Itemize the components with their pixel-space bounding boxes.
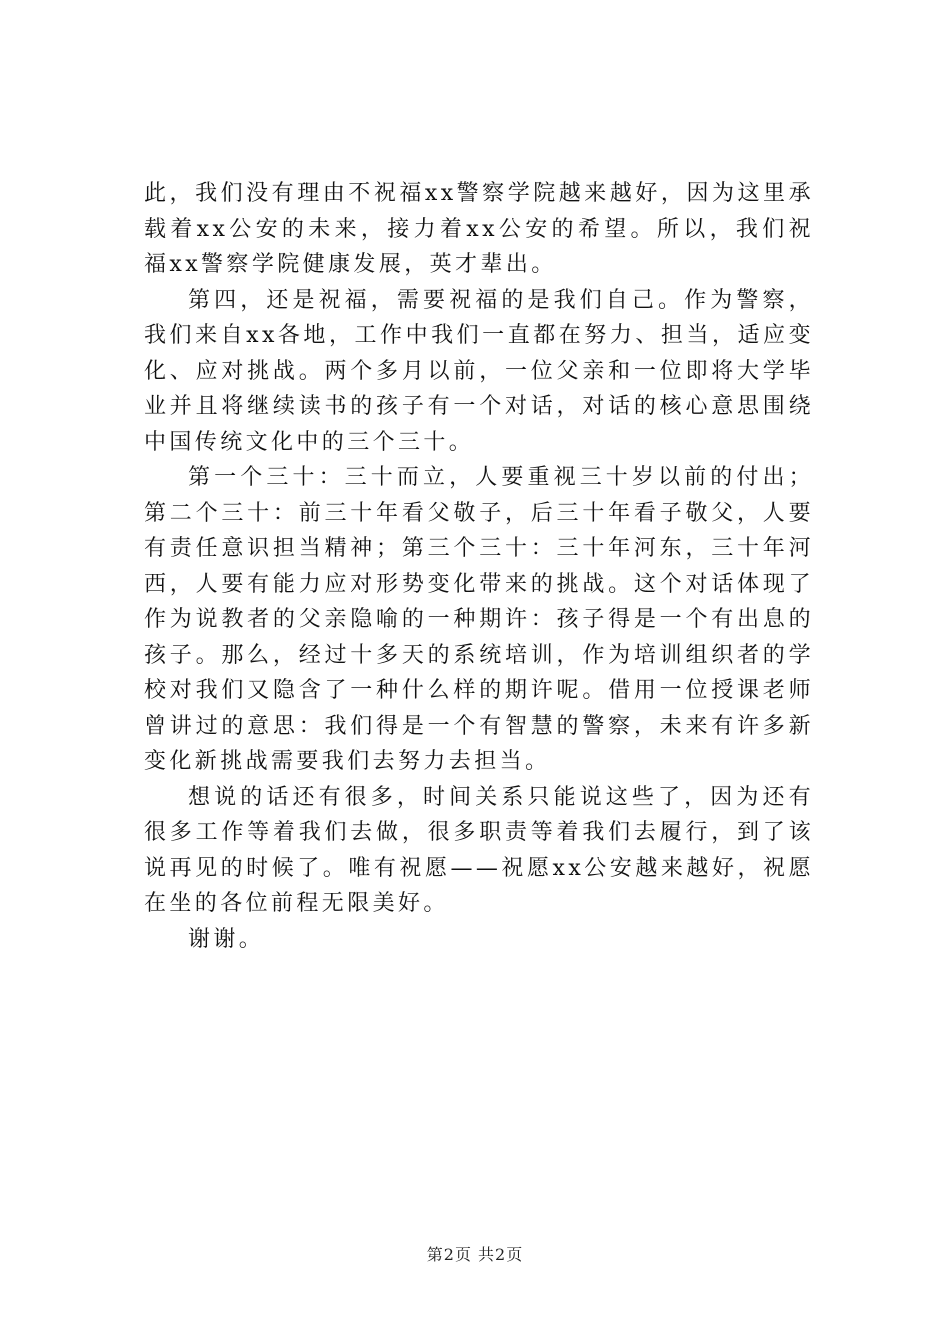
document-body <box>144 176 814 957</box>
page-footer: 第2页 共2页 <box>426 1245 524 1264</box>
paragraph-2: 第四，还是祝福，需要祝福的是我们自己。作为警察，我们来自xx各地，工作中我们一直都在努力、担当，适应变化、应对挑战。两个多月以前，一位父亲和一位即将大学毕业并且将继续读书的孩子有一个对话，对话的核心意思围绕中国传统文化中的三个三十。 <box>144 287 814 455</box>
paragraph-closing: 谢谢。 <box>188 926 265 952</box>
paragraph-4: 想说的话还有很多，时间关系只能说这些了，因为还有很多工作等着我们去做，很多职责等着我们去履行，到了该说再见的时候了。唯有祝愿——祝愿xx公安越来越好，祝愿在坐的各位前程无限美好。 <box>144 784 814 916</box>
paragraph-3: 第一个三十：三十而立，人要重视三十岁以前的付出；第二个三十：前三十年看父敬子，后三十年看子敬父，人要有责任意识担当精神；第三个三十：三十年河东，三十年河西，人要有能力应对形势变化带来的挑战。这个对话体现了作为说教者的父亲隐喻的一种期许：孩子得是一个有出息的孩子。那么，经过十多天的系统培训，作为培训组织者的学校对我们又隐含了一种什么样的期许呢。借用一位授课老师曾讲过的意思：我们得是一个有智慧的警察，未来有许多新变化新挑战需要我们去努力去担当。 <box>144 465 814 774</box>
paragraph-1: 此，我们没有理由不祝福xx警察学院越来越好，因为这里承载着xx公安的未来，接力着xx公安的希望。所以，我们祝福xx警察学院健康发展，英才辈出。 <box>144 181 814 277</box>
